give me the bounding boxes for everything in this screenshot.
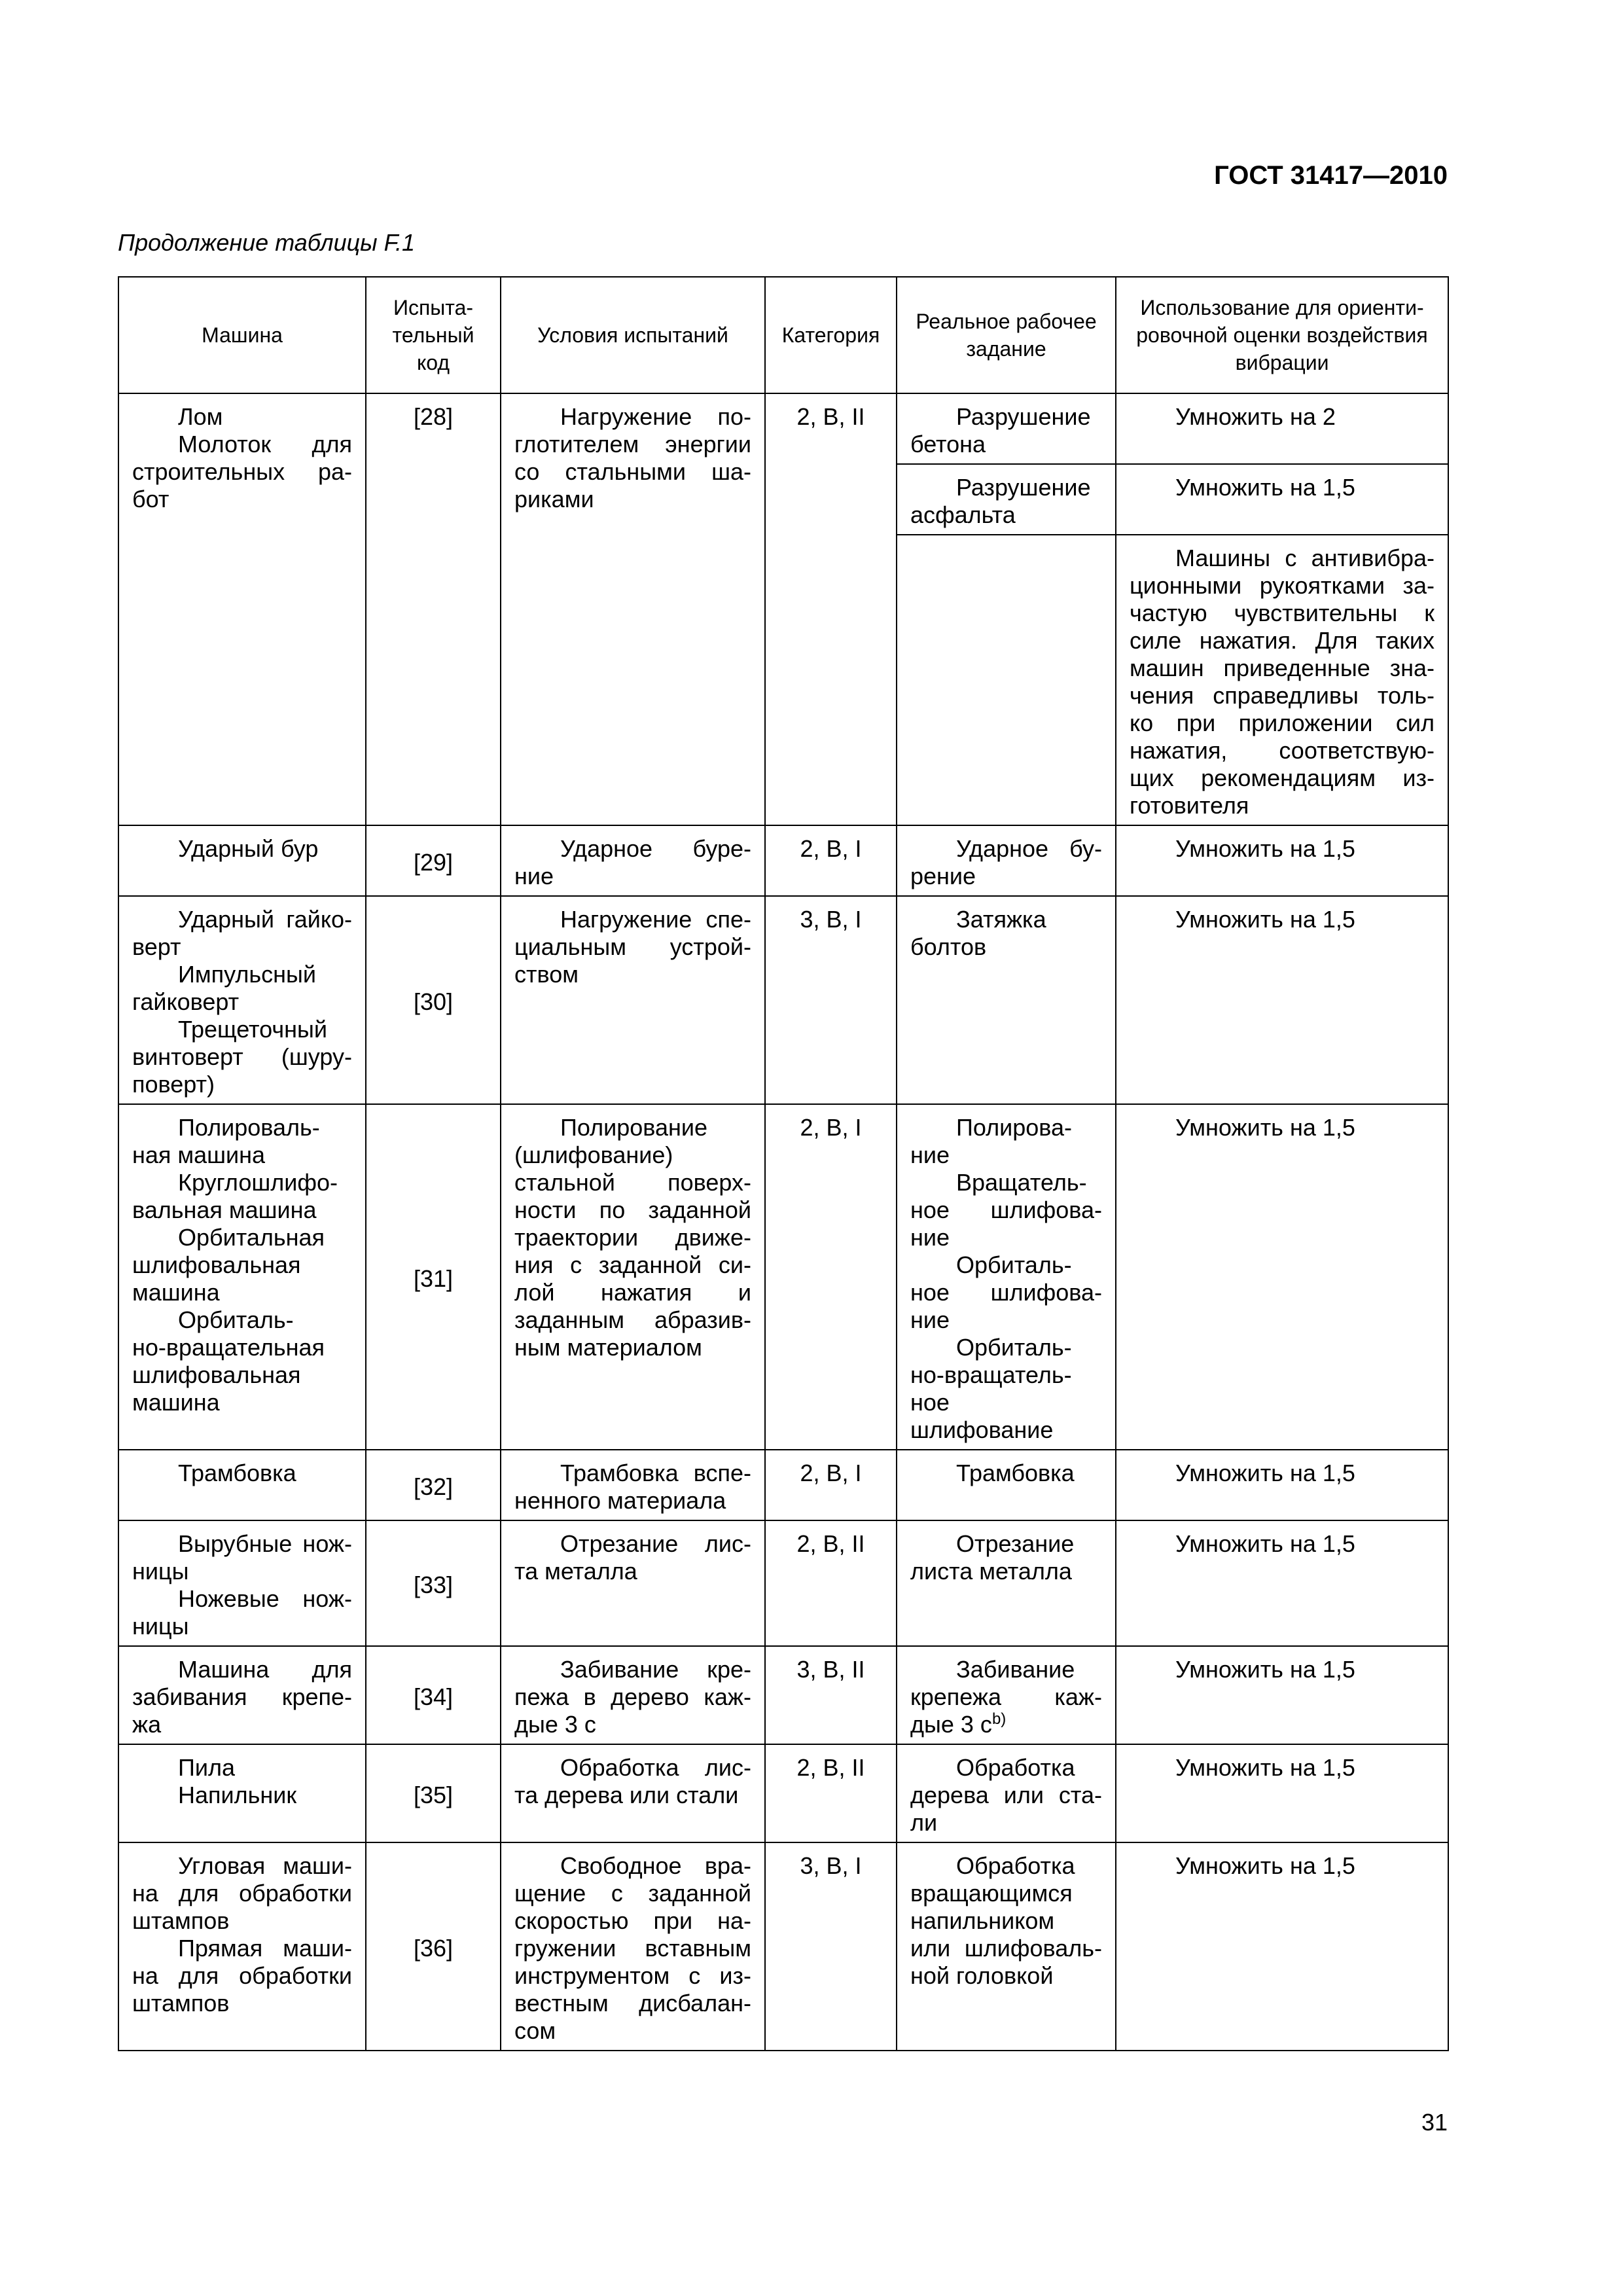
- table-row: [118, 1520, 1448, 1646]
- usage-text: Умножить на 2: [1175, 403, 1336, 430]
- usage-text: Умножить на 1,5: [1175, 1114, 1355, 1141]
- usage-text: Умножить на 1,5: [1175, 1754, 1355, 1781]
- table-row: [118, 393, 1448, 464]
- category-cell: 3, B, I: [765, 896, 897, 1104]
- cell-line: Орбиталь-: [956, 1334, 1072, 1361]
- cell-line: Отрезание лис-: [560, 1530, 751, 1557]
- cell-line: вращающимся: [910, 1880, 1073, 1907]
- cell-line: (шлифование): [514, 1141, 673, 1168]
- cell-line: забивания крепе-: [132, 1683, 352, 1710]
- cell-line: Трамбовка: [956, 1460, 1075, 1486]
- cell-line: вальная машина: [132, 1196, 317, 1223]
- test-code-cell: [31]: [366, 1104, 501, 1450]
- cell-line: риками: [514, 486, 594, 512]
- cell-line: Отрезание: [956, 1530, 1075, 1557]
- cell-line: ным материалом: [514, 1334, 702, 1361]
- conditions-cell: [501, 1104, 765, 1450]
- usage-text: Умножить на 1,5: [1175, 1656, 1355, 1683]
- machine-cell: [118, 825, 366, 896]
- cell-line: щих рекомендациям из-: [1130, 764, 1435, 791]
- usage-cell: [1116, 1520, 1448, 1646]
- cell-line: болтов: [910, 933, 987, 960]
- category-cell: 2, B, II: [765, 1520, 897, 1646]
- cell-line: строительных ра-: [132, 458, 352, 485]
- col-header-test-code: Испыта- тельный код: [366, 277, 501, 393]
- cell-line: на для обработки: [132, 1962, 352, 1989]
- cell-line: штампов: [132, 1907, 230, 1934]
- cell-line: Забивание: [956, 1656, 1075, 1683]
- cell-line: инструментом с из-: [514, 1962, 751, 1989]
- usage-text: Умножить на 1,5: [1175, 474, 1355, 501]
- table-row: [118, 1744, 1448, 1842]
- cell-line: поверт): [132, 1071, 215, 1098]
- cell-line: на для обработки: [132, 1880, 352, 1907]
- usage-cell: [1116, 1744, 1448, 1842]
- test-code-cell: [36]: [366, 1842, 501, 2051]
- conditions-cell: [501, 896, 765, 1104]
- cell-line: крепежа каж-: [910, 1683, 1102, 1710]
- cell-line: дые 3 $с^{b)}$: [910, 1710, 1007, 1738]
- cell-line: Лом: [178, 403, 223, 430]
- cell-line: шлифовальная: [132, 1361, 301, 1388]
- usage-text: Умножить на 1,5: [1175, 906, 1355, 933]
- cell-line: стальной поверх-: [514, 1169, 751, 1196]
- cell-line: пежа в дерево каж-: [514, 1683, 751, 1710]
- cell-line: Ударный гайко-: [178, 906, 352, 933]
- category-cell: 2, B, II: [765, 393, 897, 825]
- table-row: [118, 1450, 1448, 1520]
- cell-line: заданным абразив-: [514, 1306, 751, 1333]
- cell-line: Орбиталь-: [178, 1306, 294, 1333]
- real-task-cell: [897, 1646, 1116, 1744]
- cell-line: но-вращатель-: [910, 1361, 1072, 1388]
- cell-line: бот: [132, 486, 169, 512]
- cell-line: листа металла: [910, 1558, 1072, 1585]
- cell-line: силе нажатия. Для таких: [1130, 627, 1435, 654]
- table-caption: Продолжение таблицы F.1: [118, 229, 416, 256]
- cell-line: ством: [514, 961, 579, 988]
- col-header-usage: Использование для ориенти- ровочной оценки воздействия вибрации: [1116, 277, 1448, 393]
- real-task-cell: [897, 896, 1116, 1104]
- cell-line: ная машина: [132, 1141, 266, 1168]
- cell-line: Свободное вра-: [560, 1852, 751, 1879]
- cell-line: ния с заданной си-: [514, 1251, 751, 1278]
- cell-line: Ударное буре-: [560, 835, 751, 862]
- usage-cell: [1116, 1842, 1448, 2051]
- cell-line: ние: [910, 1141, 950, 1168]
- cell-line: ницы: [132, 1558, 189, 1585]
- cell-line: сом: [514, 2017, 556, 2044]
- test-code-cell: [34]: [366, 1646, 501, 1744]
- usage-cell: [1116, 1104, 1448, 1450]
- cell-line: Нагружение спе-: [560, 906, 751, 933]
- cell-line: шлифовальная: [132, 1251, 301, 1278]
- conditions-cell: [501, 1646, 765, 1744]
- test-code-cell: [30]: [366, 896, 501, 1104]
- cell-line: щение с заданной: [514, 1880, 751, 1907]
- cell-line: ности по заданной: [514, 1196, 751, 1223]
- cell-line: готовителя: [1130, 792, 1249, 819]
- cell-line: Орбитальная: [178, 1224, 325, 1251]
- real-task-cell: [897, 825, 1116, 896]
- cell-line: Нагружение по-: [560, 403, 751, 430]
- cell-line: Машина для: [178, 1656, 352, 1683]
- vibration-table: [118, 276, 1449, 2051]
- conditions-cell: [501, 1520, 765, 1646]
- cell-line: Вырубные нож-: [178, 1530, 352, 1557]
- test-code-cell: [28]: [366, 393, 501, 825]
- test-code-cell: [35]: [366, 1744, 501, 1842]
- table-row: [118, 1842, 1448, 2051]
- cell-line: чения справедливы толь-: [1130, 682, 1435, 709]
- cell-line: ное шлифова-: [910, 1196, 1102, 1223]
- category-cell: 2, B, I: [765, 1104, 897, 1450]
- cell-line: та дерева или стали: [514, 1782, 739, 1808]
- table-row: [118, 1646, 1448, 1744]
- cell-line: вестным дисбалан-: [514, 1990, 751, 2017]
- machine-cell: [118, 1646, 366, 1744]
- real-task-cell: [897, 393, 1116, 464]
- cell-line: или шлифоваль-: [910, 1935, 1102, 1962]
- cell-line: машин приведенные зна-: [1130, 655, 1435, 681]
- cell-line: гружении вставным: [514, 1935, 751, 1962]
- real-task-cell: [897, 1744, 1116, 1842]
- conditions-cell: [501, 1842, 765, 2051]
- cell-line: ли: [910, 1809, 938, 1836]
- cell-line: дые 3 с: [514, 1711, 596, 1738]
- cell-line: Прямая маши-: [178, 1935, 352, 1962]
- cell-line: машина: [132, 1389, 220, 1416]
- real-task-cell: [897, 1842, 1116, 2051]
- table-row: [118, 825, 1448, 896]
- cell-line: ной головкой: [910, 1962, 1054, 1989]
- cell-line: та металла: [514, 1558, 637, 1585]
- usage-cell: [1116, 1450, 1448, 1520]
- cell-line: Ударное бу-: [956, 835, 1102, 862]
- table-header-row: [118, 277, 1448, 393]
- machine-cell: [118, 1744, 366, 1842]
- cell-line: Обработка лис-: [560, 1754, 751, 1781]
- cell-line: Трамбовка: [178, 1460, 296, 1486]
- cell-line: глотителем энергии: [514, 431, 751, 457]
- conditions-cell: [501, 393, 765, 825]
- cell-line: траектории движе-: [514, 1224, 751, 1251]
- table-row: [118, 1104, 1448, 1450]
- cell-line: Трещеточный: [178, 1016, 327, 1043]
- real-task-cell: [897, 1450, 1116, 1520]
- machine-cell: [118, 1104, 366, 1450]
- cell-line: Полироваль-: [178, 1114, 320, 1141]
- category-cell: 3, B, II: [765, 1646, 897, 1744]
- cell-line: ницы: [132, 1613, 189, 1640]
- cell-line: дерева или ста-: [910, 1782, 1102, 1808]
- footnote-marker: b): [991, 1710, 1007, 1728]
- cell-line: Ударный бур: [178, 835, 319, 862]
- cell-line: скоростью при на-: [514, 1907, 751, 1934]
- conditions-cell: [501, 1744, 765, 1842]
- cell-line: Напильник: [178, 1782, 297, 1808]
- cell-line: асфальта: [910, 501, 1016, 528]
- cell-line: верт: [132, 933, 181, 960]
- machine-cell: [118, 1450, 366, 1520]
- category-cell: 2, B, II: [765, 1744, 897, 1842]
- test-code-cell: [33]: [366, 1520, 501, 1646]
- cell-line: Машины с антивибра-: [1175, 545, 1435, 571]
- conditions-cell: [501, 1450, 765, 1520]
- cell-line: напильником: [910, 1907, 1055, 1934]
- cell-line: ко при приложении сил: [1130, 709, 1435, 736]
- cell-line: винтоверт (шуру-: [132, 1043, 352, 1070]
- cell-line: гайковерт: [132, 988, 240, 1015]
- cell-line: частую чувствительны к: [1130, 600, 1435, 626]
- usage-cell: [1116, 464, 1448, 535]
- cell-line: Молоток для: [178, 431, 352, 457]
- cell-line: Круглошлифо-: [178, 1169, 338, 1196]
- cell-line: Забивание кре-: [560, 1656, 751, 1683]
- cell-line: Угловая маши-: [178, 1852, 352, 1879]
- cell-line: ное шлифова-: [910, 1279, 1102, 1306]
- cell-line: Пила: [178, 1754, 236, 1781]
- cell-line: Орбиталь-: [956, 1251, 1072, 1278]
- page-number: 31: [1421, 2109, 1448, 2136]
- cell-line: Полирование: [560, 1114, 708, 1141]
- machine-cell: [118, 896, 366, 1104]
- cell-line: ние: [514, 863, 554, 889]
- real-task-cell-empty: [897, 535, 1116, 825]
- document-code: ГОСТ 31417—2010: [1214, 161, 1448, 190]
- usage-text: Умножить на 1,5: [1175, 1460, 1355, 1486]
- usage-text: Умножить на 1,5: [1175, 835, 1355, 862]
- cell-line: бетона: [910, 431, 986, 457]
- cell-line: Разрушение: [956, 474, 1091, 501]
- cell-line: ние: [910, 1306, 950, 1333]
- conditions-cell: [501, 825, 765, 896]
- cell-line: жа: [132, 1711, 162, 1738]
- cell-line: Обработка: [956, 1852, 1075, 1879]
- machine-cell: [118, 1842, 366, 2051]
- cell-line: со стальными ша-: [514, 458, 751, 485]
- real-task-cell: [897, 1104, 1116, 1450]
- cell-line: ненного материала: [514, 1487, 726, 1514]
- cell-line: Затяжка: [956, 906, 1046, 933]
- cell-line: лой нажатия и: [514, 1279, 751, 1306]
- real-task-cell: [897, 1520, 1116, 1646]
- col-header-real-task: Реальное рабочее задание: [897, 277, 1116, 393]
- cell-line: Трамбовка вспе-: [560, 1460, 751, 1486]
- category-cell: 2, B, I: [765, 825, 897, 896]
- category-cell: 2, B, I: [765, 1450, 897, 1520]
- usage-cell: [1116, 1646, 1448, 1744]
- cell-line: Вращатель-: [956, 1169, 1087, 1196]
- cell-line: штампов: [132, 1990, 230, 2017]
- cell-line: Обработка: [956, 1754, 1075, 1781]
- usage-text: Умножить на 1,5: [1175, 1530, 1355, 1557]
- usage-cell: [1116, 896, 1448, 1104]
- machine-cell: [118, 1520, 366, 1646]
- col-header-conditions: Условия испытаний: [501, 277, 765, 393]
- cell-line: Полирова-: [956, 1114, 1072, 1141]
- machine-cell: [118, 393, 366, 825]
- cell-line: нажатия, соответствую-: [1130, 737, 1435, 764]
- table-row: [118, 896, 1448, 1104]
- usage-cell: [1116, 393, 1448, 464]
- col-header-machine: Машина: [118, 277, 366, 393]
- cell-line: рение: [910, 863, 976, 889]
- usage-note-cell: [1116, 535, 1448, 825]
- test-code-cell: [32]: [366, 1450, 501, 1520]
- cell-line: ние: [910, 1224, 950, 1251]
- test-code-cell: [29]: [366, 825, 501, 896]
- cell-line: Разрушение: [956, 403, 1091, 430]
- cell-line: ционными рукоятками за-: [1130, 572, 1435, 599]
- cell-line: Импульсный: [178, 961, 316, 988]
- category-cell: 3, B, I: [765, 1842, 897, 2051]
- col-header-category: Категория: [765, 277, 897, 393]
- cell-line: но-вращательная: [132, 1334, 325, 1361]
- cell-line: машина: [132, 1279, 220, 1306]
- usage-text: Умножить на 1,5: [1175, 1852, 1355, 1879]
- real-task-cell: [897, 464, 1116, 535]
- cell-line: шлифование: [910, 1416, 1054, 1443]
- cell-line: циальным устрой-: [514, 933, 751, 960]
- cell-line: ное: [910, 1389, 950, 1416]
- cell-line: Ножевые нож-: [178, 1585, 352, 1612]
- usage-cell: [1116, 825, 1448, 896]
